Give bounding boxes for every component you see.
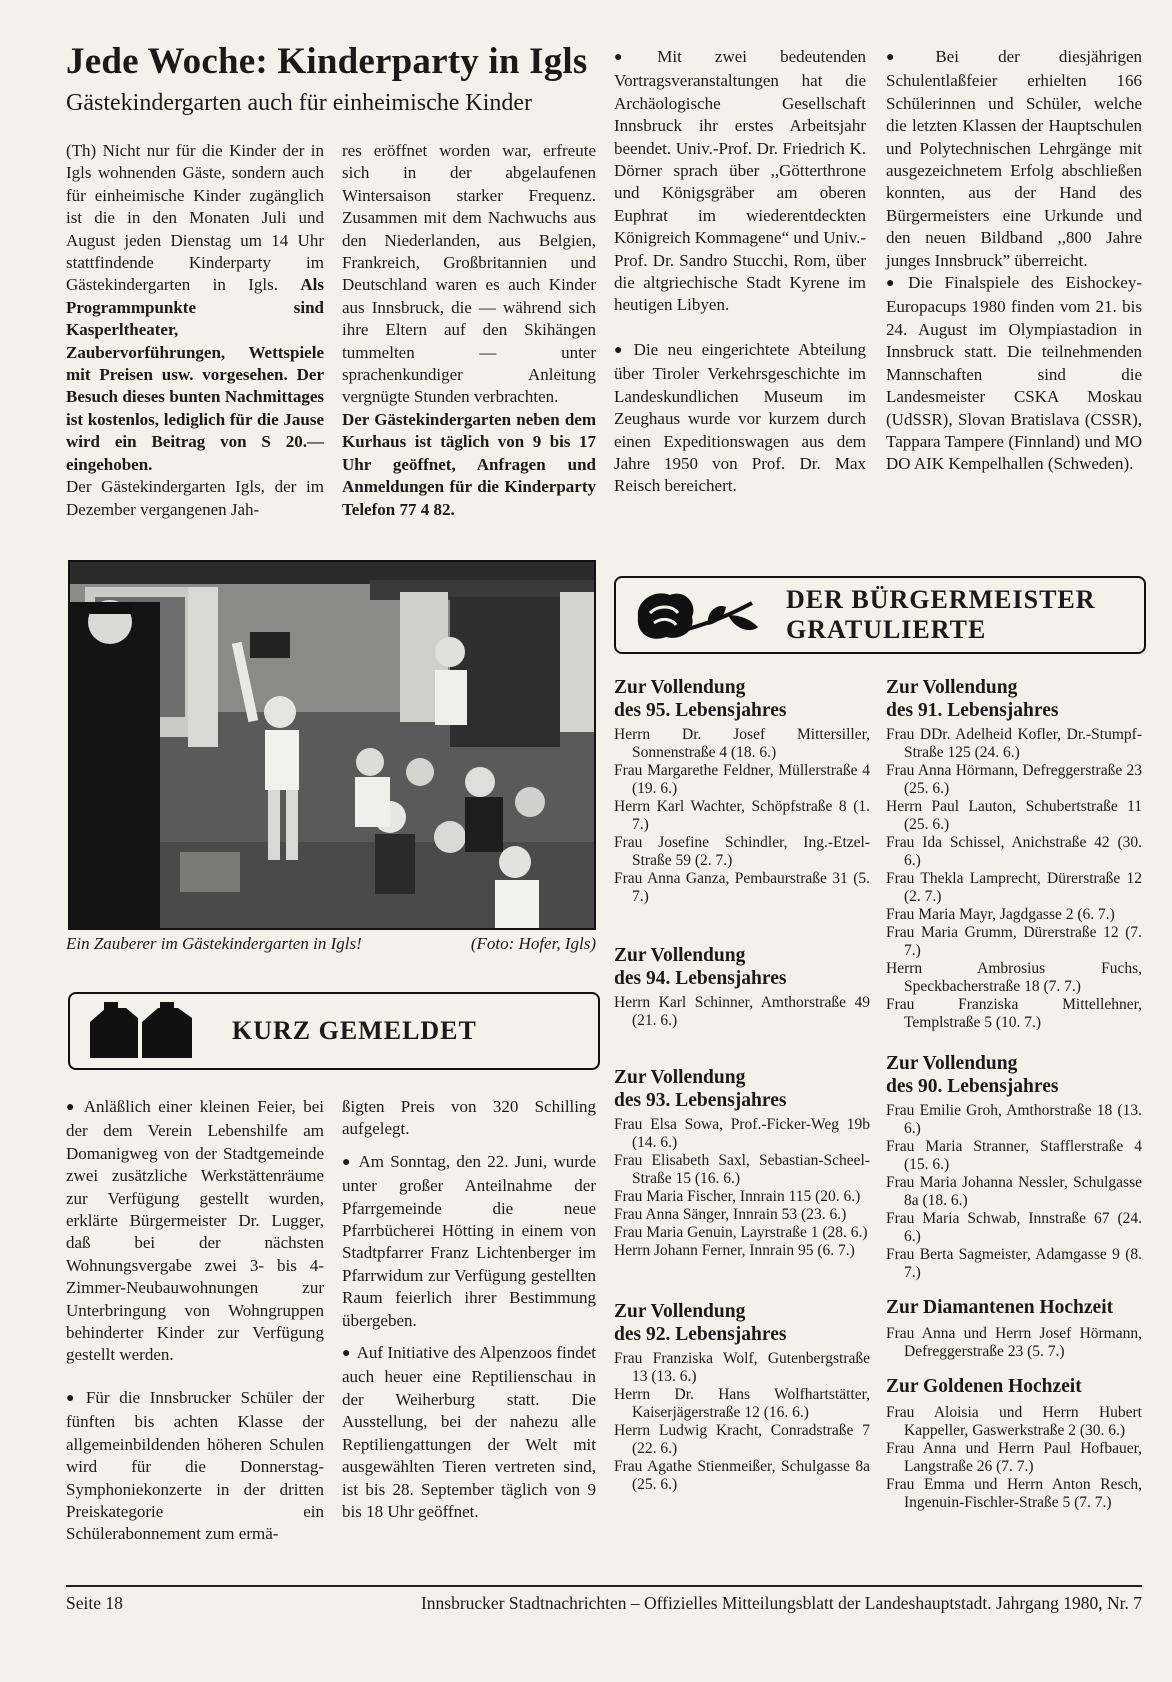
- article-program: Als Programmpunkte sind Kasperltheater, Zaubervorführungen, Wettspiele mit Preisen usw. vorgesehen. Der Besuch dieses bunten Nachmittages ist kostenlos, lediglich für die Jause wird ein Beitrag von S 20.— eingehoben.: [66, 275, 325, 474]
- news-column-3: [614, 46, 866, 498]
- list-item: Herrn Ludwig Kracht, Conradstraße 7 (22. 6.): [614, 1422, 870, 1457]
- birthday-column-left: [614, 676, 870, 1494]
- article-column-2: [342, 140, 596, 521]
- kurz-item: ● Am Sonntag, den 22. Juni, wurde unter großer Anteilnahme der Pfarrgemeinde die neue Pfarrbücherei Hötting in einem von Stadtpfarrer Franz Lichtenberger im Pfarrwidum zur Verfügung gestellten Raum feierlich ihrer Bestimmung übergeben.: [342, 1151, 596, 1332]
- section-92: [614, 1300, 870, 1494]
- list-item: Frau Maria Stranner, Stafflerstraße 4 (15. 6.): [886, 1138, 1142, 1173]
- news-column-4: [886, 46, 1142, 476]
- section-heading: Zur Goldenen Hochzeit: [886, 1376, 1082, 1397]
- list-item: Frau Franziska Wolf, Gutenbergstraße 13 (13. 6.): [614, 1350, 870, 1385]
- article-intro: (Th) Nicht nur für die Kinder der in Igls wohnenden Gäste, sondern auch für einheimische Kinder zugänglich ist die in den Monaten Juli und August jeden Dienstag um 14 Uhr stattfindende Kinderparty im Gästekindergarten in Igls. Als Programmpunkte sind Kasperltheater, Zaubervorführungen, Wettspiele mit Preisen usw. vorgesehen. Der Besuch dieses bunten Nachmittages ist kostenlos, lediglich für die Jause wird ein Beitrag von S 20.— eingehoben.: [66, 141, 325, 474]
- section-subheading: des 93. Lebensjahres: [614, 1090, 787, 1111]
- page-number: Seite 18: [66, 1593, 123, 1613]
- section-heading: Zur Vollendung: [614, 1067, 746, 1088]
- section-heading: Zur Vollendung: [886, 677, 1018, 698]
- news-item: ● Die Finalspiele des Eishockey-Europacups 1980 finden vom 21. bis 24. August im Olympiastadion in Innsbruck statt. Die teilnehmenden Mannschaften sind die Landesmeister CSKA Moskau (UdSSR), Slovan Bratislava (CSSR), Tappara Tampere (Finnland) und MO DO AIK Kempelhallen (Schweden).: [886, 272, 1142, 476]
- kurz-item: ● Anläßlich einer kleinen Feier, bei der dem Verein Lebenshilfe am Domanigweg von der Stadtgemeinde zwei zusätzliche Werkstättenräume zur Verfügung gestellt wurden, erklärte Bürgermeister Dr. Lugger, daß bei der nächsten Wohnungsvergabe zwei 3- bis 4-Zimmer-Neubauwohnungen zur Unterbringung von Wohngruppen behinderter Kinder zur Verfügung gestellt werden.: [66, 1096, 324, 1367]
- kurz-item: ● Auf Initiative des Alpenzoos findet auch heuer eine Reptilienschau in der Weiherburg statt. Die Ausstellung, bei der nahezu alle Reptiliengattungen der Welt mit ausgewählten Tieren vertreten sind, ist bis 28. September täglich von 9 bis 18 Uhr geöffnet.: [342, 1342, 596, 1523]
- list-item: Herrn Paul Lauton, Schubertstraße 11 (25. 6.): [886, 798, 1142, 833]
- birthday-column-right: [886, 676, 1142, 1512]
- buergermeister-title: [786, 585, 1096, 645]
- list-item: Herrn Dr. Hans Wolfhartstätter, Kaiserjägerstraße 12 (16. 6.): [614, 1386, 870, 1421]
- rose-icon: [628, 583, 768, 647]
- news-item: ● Die neu eingerichtete Abteilung über Tiroler Verkehrsgeschichte im Landeskundlichen Museum im Zeughaus wurde vor kurzem durch einen Expeditionswagen aus dem Jahre 1950 von Prof. Dr. Max Reisch bereichert.: [614, 339, 866, 498]
- buergermeister-title-line1: DER BÜRGERMEISTER: [786, 585, 1096, 614]
- kurz-gemeldet-title: KURZ GEMELDET: [232, 1016, 477, 1045]
- list-item: Herrn Johann Ferner, Innrain 95 (6. 7.): [614, 1242, 855, 1259]
- section-heading: Zur Vollendung: [614, 1301, 746, 1322]
- section-91: [886, 676, 1142, 1032]
- list-item: Frau Anna Hörmann, Defreggerstraße 23 (25. 6.): [886, 762, 1142, 797]
- list-item: Frau Elisabeth Saxl, Sebastian-Scheel-Straße 15 (16. 6.): [614, 1152, 870, 1187]
- section-subheading: des 92. Lebensjahres: [614, 1324, 787, 1345]
- list-item: Frau Emma und Herrn Anton Resch, Ingenuin-Fischler-Straße 5 (7. 7.): [886, 1476, 1142, 1511]
- page-footer: [66, 1585, 1142, 1614]
- section-heading: Zur Vollendung: [614, 945, 746, 966]
- section-subheading: des 90. Lebensjahres: [886, 1076, 1059, 1097]
- list-item: Frau DDr. Adelheid Kofler, Dr.-Stumpf-Straße 125 (24. 6.): [886, 726, 1142, 761]
- list-item: Frau Franziska Mittellehner, Templstraße 5 (10. 7.): [886, 996, 1142, 1031]
- houses-icon: [86, 998, 206, 1064]
- news-item: ● Mit zwei bedeutenden Vortragsveranstaltungen hat die Archäologische Gesellschaft Innsbruck ihr erstes Arbeitsjahr beendet. Univ.-Prof. Dr. Friedrich K. Dörner sprach über ,,Götterthrone und Königsgräber am oberen Euphrat im wiederentdeckten Königreich Kommagene“ und Univ.-Prof. Dr. Sandro Stucchi, Rom, über die altgriechische Stadt Kyrene im heutigen Libyen.: [614, 46, 866, 317]
- publication-line: Innsbrucker Stadtnachrichten – Offizielles Mitteilungsblatt der Landeshauptstadt. Jahrgang 1980, Nr. 7: [420, 1593, 1142, 1613]
- kurz-column-2: [342, 1096, 596, 1523]
- section-heading: Zur Vollendung: [614, 677, 746, 698]
- section-subheading: des 94. Lebensjahres: [614, 968, 787, 989]
- photo-caption: [66, 934, 596, 954]
- list-item: Herrn Dr. Josef Mittersiller, Sonnenstraße 4 (18. 6.): [614, 726, 870, 761]
- list-item: Frau Thekla Lamprecht, Dürerstraße 12 (2. 7.): [886, 870, 1142, 905]
- section-94: [614, 944, 870, 1030]
- list-item: Frau Berta Sagmeister, Adamgasse 9 (8. 7.): [886, 1246, 1142, 1281]
- section-heading: Zur Diamantenen Hochzeit: [886, 1297, 1114, 1318]
- kurz-continuation: ßigten Preis von 320 Schilling aufgelegt.: [342, 1097, 596, 1139]
- list-item: Frau Maria Mayr, Jagdgasse 2 (6. 7.): [886, 906, 1115, 923]
- list-item: Frau Maria Genuin, Layrstraße 1 (28. 6.): [614, 1224, 868, 1241]
- article-headline: Jede Woche: Kinderparty in Igls: [66, 41, 588, 82]
- list-item: Herrn Karl Schinner, Amthorstraße 49 (21. 6.): [614, 994, 870, 1029]
- section-golden-wedding: [886, 1375, 1142, 1512]
- magician-photo: [68, 560, 596, 930]
- list-item: Herrn Ambrosius Fuchs, Speckbacherstraße 18 (7. 7.): [886, 960, 1142, 995]
- list-item: Frau Anna und Herrn Josef Hörmann, Defreggerstraße 23 (5. 7.): [886, 1325, 1142, 1360]
- list-item: Frau Anna und Herrn Paul Hofbauer, Langstraße 26 (7. 7.): [886, 1440, 1142, 1475]
- list-item: Herrn Karl Wachter, Schöpfstraße 8 (1. 7.): [614, 798, 870, 833]
- list-item: Frau Anna Sänger, Innrain 53 (23. 6.): [614, 1206, 847, 1223]
- list-item: Frau Elsa Sowa, Prof.-Ficker-Weg 19b (14. 6.): [614, 1116, 870, 1151]
- list-item: Frau Maria Grumm, Dürerstraße 12 (7. 7.): [886, 924, 1142, 959]
- caption-text: Ein Zauberer im Gästekindergarten in Igls!: [66, 934, 362, 953]
- list-item: Frau Emilie Groh, Amthorstraße 18 (13. 6.): [886, 1102, 1142, 1137]
- section-93: [614, 1066, 870, 1260]
- buergermeister-header: [614, 576, 1146, 654]
- photo-illustration: [70, 562, 594, 928]
- list-item: Frau Agathe Stienmeißer, Schulgasse 8a (25. 6.): [614, 1458, 870, 1493]
- kurz-column-1: [66, 1096, 324, 1546]
- section-subheading: des 91. Lebensjahres: [886, 700, 1059, 721]
- list-item: Frau Maria Schwab, Innstraße 67 (24. 6.): [886, 1210, 1142, 1245]
- list-item: Frau Maria Fischer, Innrain 115 (20. 6.): [614, 1188, 861, 1205]
- section-90: [886, 1052, 1142, 1282]
- list-item: Frau Anna Ganza, Pembaurstraße 31 (5. 7.): [614, 870, 870, 905]
- section-diamond-wedding: [886, 1296, 1142, 1361]
- photo-credit: (Foto: Hofer, Igls): [470, 934, 596, 953]
- list-item: Frau Josefine Schindler, Ing.-Etzel-Straße 59 (2. 7.): [614, 834, 870, 869]
- kurz-item: ● Für die Innsbrucker Schüler der fünften bis achten Klasse der allgemeinbildenden höheren Schulen wird für die Donnerstag-Symphoniekonzerte in der dritten Preiskategorie ein Schülerabonnement zum ermä-: [66, 1387, 324, 1546]
- section-95: [614, 676, 870, 906]
- article-paragraph: Der Gästekindergarten Igls, der im Dezember vergangenen Jah-: [66, 477, 324, 519]
- article-subheadline: Gästekindergarten auch für einheimische Kinder: [66, 90, 533, 116]
- article-column-1: [66, 140, 324, 521]
- article-paragraph: res eröffnet worden war, erfreute sich in der abgelaufenen Wintersaison starker Frequenz. Zusammen mit dem Nachwuchs aus den Niederlanden, aus Belgien, Frankreich, Großbritannien und Deutschland waren es auch Kinder aus Innsbruck, die — während sich ihre Eltern auf den Skihängen tummelten — unter sprachenkundiger Anleitung vergnügte Stunden verbrachten.: [342, 141, 596, 407]
- section-subheading: des 95. Lebensjahres: [614, 700, 787, 721]
- list-item: Frau Aloisia und Herrn Hubert Kappeller, Gaswerkstraße 2 (30. 6.): [886, 1404, 1142, 1439]
- buergermeister-title-line2: GRATULIERTE: [786, 615, 987, 644]
- list-item: Frau Margarethe Feldner, Müllerstraße 4 (19. 6.): [614, 762, 870, 797]
- article-contact: Der Gästekindergarten neben dem Kurhaus ist täglich von 9 bis 17 Uhr geöffnet, Anfragen und Anmeldungen für die Kinderparty Telefon 77 4 82.: [342, 409, 596, 519]
- section-heading: Zur Vollendung: [886, 1053, 1018, 1074]
- list-item: Frau Maria Johanna Nessler, Schulgasse 8a (18. 6.): [886, 1174, 1142, 1209]
- news-item: ● Bei der diesjährigen Schulentlaßfeier erhielten 166 Schülerinnen und Schüler, welche die letzten Klassen der Hauptschulen und Polytechnischen Lehrgänge mit ausgezeichnetem Erfolg abschließen konnten, aus der Hand des Bürgermeisters eine Urkunde und den neuen Bildband ,,800 Jahre junges Innsbruck” überreicht.: [886, 46, 1142, 272]
- kurz-gemeldet-header: [68, 992, 600, 1070]
- list-item: Frau Ida Schissel, Anichstraße 42 (30. 6.): [886, 834, 1142, 869]
